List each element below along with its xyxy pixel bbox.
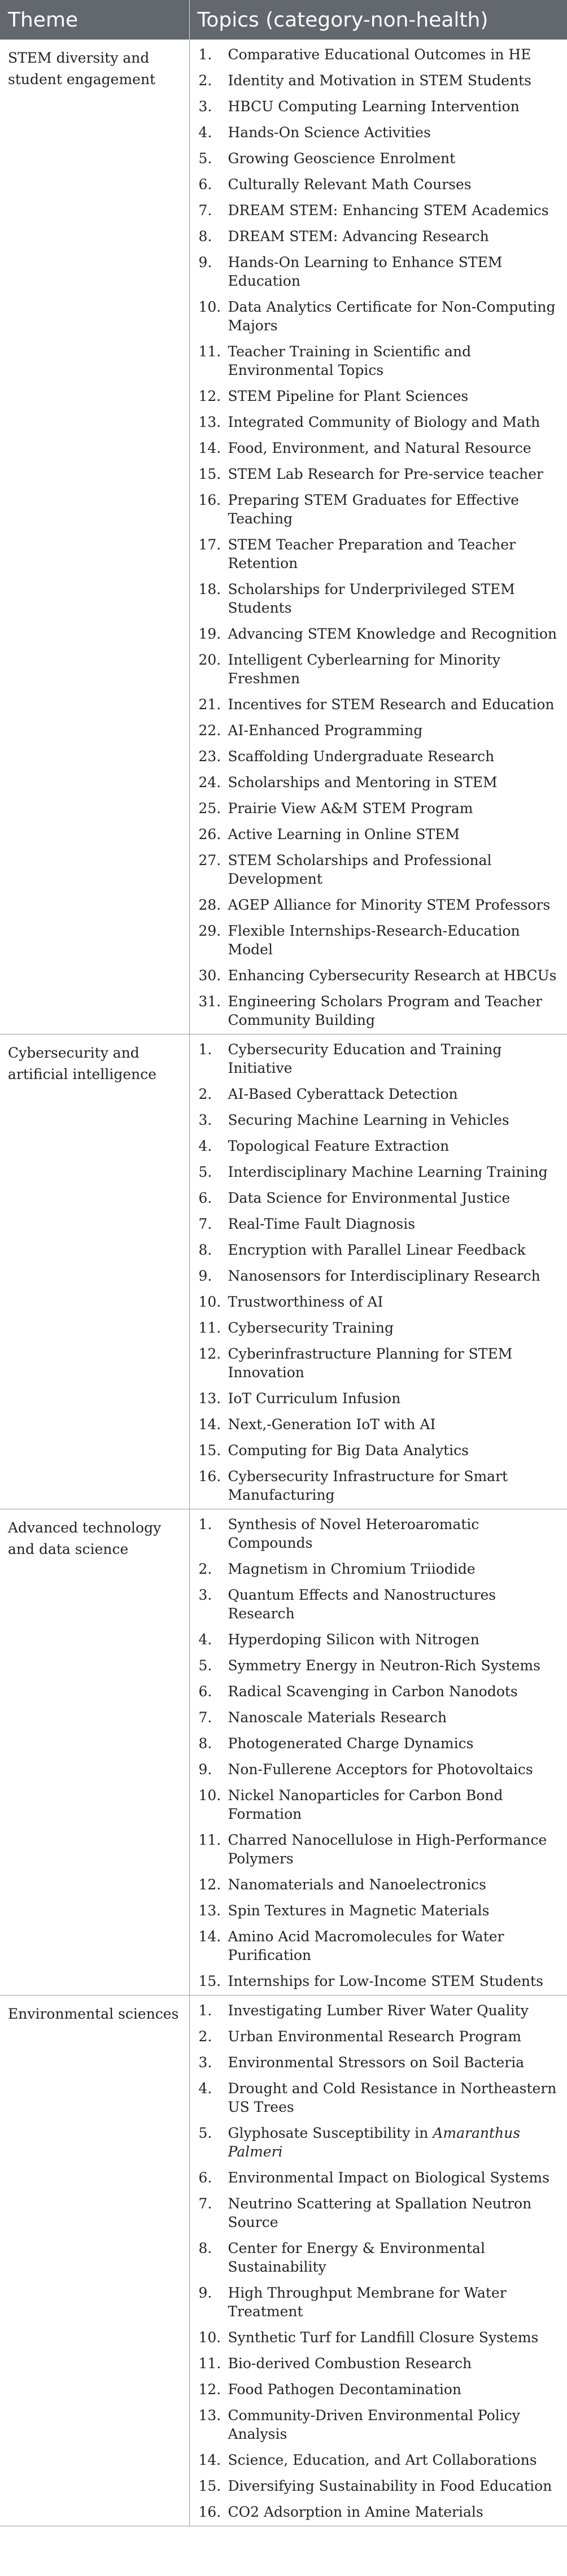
theme-cell: Advanced technology and data science <box>0 1509 189 1996</box>
topic-item <box>199 97 560 116</box>
topic-number: 2. <box>198 1561 212 1577</box>
topic-text: Prairie View A&M STEM Program <box>228 800 473 817</box>
topic-text: Interdisciplinary Machine Learning Training <box>228 1164 548 1180</box>
topic-item <box>199 1972 560 1990</box>
topic-number: 21. <box>198 696 221 713</box>
topic-number: 7. <box>198 2195 212 2212</box>
topic-text: Neutrino Scattering at Spallation Neutron Source <box>228 2195 532 2230</box>
topic-item <box>199 149 560 168</box>
topic-item <box>199 721 560 740</box>
topic-number: 7. <box>198 202 212 219</box>
topic-text: Scholarships and Mentoring in STEM <box>228 774 498 791</box>
topic-number: 20. <box>198 652 221 668</box>
topic-list <box>199 2001 560 2521</box>
topic-number: 31. <box>198 993 221 1010</box>
topics-cell <box>189 1996 567 2526</box>
topic-item <box>199 825 560 844</box>
topic-text: Enhancing Cybersecurity Research at HBCUs <box>228 967 557 984</box>
topic-number: 16. <box>198 2504 221 2520</box>
topic-item <box>199 1586 560 1623</box>
topic-text: DREAM STEM: Enhancing STEM Academics <box>228 202 549 219</box>
topic-text: Cybersecurity Training <box>228 1320 394 1336</box>
theme-cell: Cybersecurity and artificial intelligence <box>0 1034 189 1509</box>
topic-number: 5. <box>198 1657 212 1674</box>
topic-number: 12. <box>198 2381 221 2398</box>
topic-item <box>199 2027 560 2046</box>
topic-text: CO2 Adsorption in Amine Materials <box>228 2504 483 2520</box>
topic-number: 2. <box>198 2028 212 2045</box>
topic-text: Comparative Educational Outcomes in HE <box>228 46 531 63</box>
topic-text: Photogenerated Charge Dynamics <box>228 1735 474 1752</box>
topic-text: Nickel Nanoparticles for Carbon Bond Formation <box>228 1787 503 1822</box>
topic-number: 11. <box>198 2355 221 2372</box>
topic-text: Synthetic Turf for Landfill Closure Systems <box>228 2329 539 2346</box>
topic-text: Data Science for Environmental Justice <box>228 1190 511 1206</box>
topic-text: Preparing STEM Graduates for Effective Teaching <box>228 492 519 527</box>
topic-text: Topological Feature Extraction <box>228 1138 450 1154</box>
topic-number: 1. <box>198 2002 212 2019</box>
topic-list <box>199 1040 560 1504</box>
topic-text: Growing Geoscience Enrolment <box>228 150 456 167</box>
topics-cell <box>189 40 567 1034</box>
topic-item <box>199 253 560 290</box>
theme-row <box>0 40 567 1034</box>
topic-number: 4. <box>198 2080 212 2097</box>
topic-number: 11. <box>198 343 221 360</box>
topic-number: 2. <box>198 1086 212 1102</box>
topic-item <box>199 1708 560 1727</box>
topic-list <box>199 45 560 1029</box>
topic-item <box>199 896 560 914</box>
topic-number: 12. <box>198 1876 221 1893</box>
topic-item <box>199 1441 560 1460</box>
topic-text: Cybersecurity Infrastructure for Smart Manufacturing <box>228 1468 508 1503</box>
theme-row <box>0 1996 567 2526</box>
topic-item <box>199 71 560 90</box>
topic-text: Securing Machine Learning in Vehicles <box>228 1112 509 1128</box>
topic-item <box>199 2451 560 2469</box>
topic-text: Community-Driven Environmental Policy Analysis <box>228 2407 520 2442</box>
topic-number: 30. <box>198 967 221 984</box>
theme-cell: Environmental sciences <box>0 1996 189 2526</box>
topic-item <box>199 2406 560 2443</box>
topic-number: 17. <box>198 536 221 553</box>
topic-text: Flexible Internships-Research-Education Model <box>228 923 520 958</box>
topic-item <box>199 625 560 643</box>
topic-item <box>199 1085 560 1103</box>
topic-item <box>199 799 560 818</box>
topic-item <box>199 201 560 220</box>
topic-number: 3. <box>198 1112 212 1128</box>
topic-list <box>199 1515 560 1990</box>
topic-number: 8. <box>198 1735 212 1752</box>
topic-item <box>199 413 560 431</box>
topic-text: STEM Pipeline for Plant Sciences <box>228 388 469 404</box>
topic-item <box>199 387 560 405</box>
topic-number: 14. <box>198 1416 221 1433</box>
topic-number: 9. <box>198 1268 212 1284</box>
topic-number: 5. <box>198 150 212 167</box>
topic-item <box>199 1656 560 1675</box>
topic-item <box>199 175 560 194</box>
topic-item <box>199 439 560 457</box>
topic-text: Data Analytics Certificate for Non-Computing Majors <box>228 299 556 334</box>
topic-number: 27. <box>198 852 221 868</box>
topic-number: 6. <box>198 1683 212 1700</box>
topic-item <box>199 2503 560 2521</box>
topic-text: Integrated Community of Biology and Math <box>228 414 540 430</box>
topic-item <box>199 1901 560 1920</box>
topic-text: Active Learning in Online STEM <box>228 826 460 842</box>
topic-item <box>199 1241 560 1259</box>
topic-item <box>199 1630 560 1649</box>
topic-item <box>199 992 560 1029</box>
topic-text: Food, Environment, and Natural Resource <box>228 440 531 456</box>
topic-number: 26. <box>198 826 221 842</box>
topic-text: Nanoscale Materials Research <box>228 1709 447 1726</box>
topic-text: Nanosensors for Interdisciplinary Research <box>228 1268 540 1284</box>
topic-item <box>199 45 560 64</box>
topic-number: 15. <box>198 1973 221 1989</box>
topic-text: Advancing STEM Knowledge and Recognition <box>228 626 557 642</box>
topic-number: 23. <box>198 748 221 765</box>
topic-item <box>199 966 560 985</box>
theme-cell: STEM diversity and student engagement <box>0 40 189 1034</box>
species-name: Amaranthus Palmeri <box>228 2125 521 2160</box>
topic-text: Identity and Motivation in STEM Students <box>228 72 531 89</box>
topic-item <box>199 1831 560 1868</box>
theme-column-header: Theme <box>0 0 189 40</box>
topic-item <box>199 1040 560 1077</box>
topic-text: Next,-Generation IoT with AI <box>228 1416 436 1433</box>
topic-item <box>199 2001 560 2020</box>
topic-item <box>199 1515 560 1552</box>
topic-number: 8. <box>198 1242 212 1258</box>
topic-number: 10. <box>198 299 221 315</box>
topic-item <box>199 580 560 617</box>
topic-number: 13. <box>198 1390 221 1407</box>
topic-item <box>199 2354 560 2373</box>
topic-number: 18. <box>198 581 221 597</box>
topic-item <box>199 1215 560 1233</box>
topic-text: STEM Lab Research for Pre-service teacher <box>228 466 543 482</box>
topic-text: DREAM STEM: Advancing Research <box>228 228 489 244</box>
topic-number: 16. <box>198 1468 221 1485</box>
theme-row <box>0 1034 567 1509</box>
topic-item <box>199 1163 560 1181</box>
topic-number: 6. <box>198 2169 212 2186</box>
topic-number: 11. <box>198 1320 221 1336</box>
topic-number: 14. <box>198 2452 221 2468</box>
topic-number: 6. <box>198 176 212 193</box>
topic-text: Trustworthiness of AI <box>228 1294 383 1310</box>
topic-text: Spin Textures in Magnetic Materials <box>228 1902 490 1919</box>
topic-text: Hands-On Learning to Enhance STEM Education <box>228 254 503 289</box>
topic-item <box>199 1267 560 1285</box>
topics-column-header: Topics (category-non-health) <box>189 0 567 40</box>
topic-item <box>199 1682 560 1701</box>
topic-text: HBCU Computing Learning Intervention <box>228 98 520 115</box>
topic-item <box>199 1293 560 1311</box>
topic-text: Bio-derived Combustion Research <box>228 2355 472 2372</box>
topic-number: 4. <box>198 124 212 141</box>
topic-text: Teacher Training in Scientific and Environmental Topics <box>228 343 472 378</box>
topic-text: Computing for Big Data Analytics <box>228 1442 469 1459</box>
topic-number: 1. <box>198 46 212 63</box>
header-row <box>0 0 567 40</box>
topic-number: 15. <box>198 1442 221 1459</box>
topic-number: 19. <box>198 626 221 642</box>
topic-text: Scholarships for Underprivileged STEM Students <box>228 581 515 616</box>
topic-item <box>199 1137 560 1155</box>
topic-text: Food Pathogen Decontamination <box>228 2381 462 2398</box>
topic-text: Engineering Scholars Program and Teacher Community Building <box>228 993 543 1028</box>
topic-text: Magnetism in Chromium Triiodide <box>228 1561 476 1577</box>
topic-number: 13. <box>198 1902 221 1919</box>
topic-text: High Throughput Membrane for Water Treatment <box>228 2285 507 2320</box>
topics-cell <box>189 1509 567 1996</box>
topic-item <box>199 2079 560 2116</box>
topic-text: Incentives for STEM Research and Education <box>228 696 555 713</box>
topic-item <box>199 1734 560 1753</box>
topic-number: 11. <box>198 1832 221 1848</box>
topic-item <box>199 2239 560 2276</box>
topic-number: 12. <box>198 1346 221 1362</box>
topic-number: 1. <box>198 1041 212 1058</box>
topic-text: Diversifying Sustainability in Food Education <box>228 2478 552 2494</box>
topic-text: Quantum Effects and Nanostructures Research <box>228 1587 496 1622</box>
topic-text: Cyberinfrastructure Planning for STEM Innovation <box>228 1346 513 1381</box>
topic-item <box>199 491 560 528</box>
topic-text: STEM Scholarships and Professional Development <box>228 852 492 887</box>
topic-item <box>199 465 560 483</box>
topic-item <box>199 2194 560 2232</box>
topic-number: 4. <box>198 1138 212 1154</box>
topic-text: Symmetry Energy in Neutron-Rich Systems <box>228 1657 540 1674</box>
topic-item <box>199 1760 560 1779</box>
topic-text: AI-Based Cyberattack Detection <box>228 1086 458 1102</box>
topic-item <box>199 695 560 714</box>
topic-item <box>199 2053 560 2072</box>
topic-number: 10. <box>198 1787 221 1804</box>
topic-text: Science, Education, and Art Collaborations <box>228 2452 537 2468</box>
topic-number: 12. <box>198 388 221 404</box>
topic-text: Charred Nanocellulose in High-Performance Polymers <box>228 1832 547 1867</box>
topic-text: Internships for Low-Income STEM Students <box>228 1973 543 1989</box>
topic-item <box>199 2284 560 2321</box>
topic-text: Center for Energy & Environmental Sustainability <box>228 2240 485 2275</box>
topic-number: 24. <box>198 774 221 791</box>
topic-number: 22. <box>198 722 221 739</box>
topic-number: 9. <box>198 2285 212 2301</box>
topic-item <box>199 1560 560 1578</box>
topic-item <box>199 2124 560 2161</box>
topic-text: Synthesis of Novel Heteroaromatic Compounds <box>228 1516 479 1551</box>
theme-row <box>0 1509 567 1996</box>
topic-item <box>199 2477 560 2495</box>
topic-item <box>199 1344 560 1382</box>
topic-text: AI-Enhanced Programming <box>228 722 423 739</box>
topic-number: 8. <box>198 2240 212 2256</box>
topic-text: Culturally Relevant Math Courses <box>228 176 472 193</box>
topic-item <box>199 535 560 573</box>
topic-number: 28. <box>198 897 221 913</box>
topic-item <box>199 2328 560 2347</box>
topic-item <box>199 2168 560 2187</box>
topic-number: 9. <box>198 254 212 270</box>
topic-number: 3. <box>198 1587 212 1603</box>
topic-text: Urban Environmental Research Program <box>228 2028 522 2045</box>
topic-number: 6. <box>198 1190 212 1206</box>
topic-text: Intelligent Cyberlearning for Minority Freshmen <box>228 652 501 687</box>
topic-number: 15. <box>198 2478 221 2494</box>
topic-text: IoT Curriculum Infusion <box>228 1390 401 1407</box>
topic-item <box>199 1415 560 1434</box>
topic-text: Investigating Lumber River Water Quality <box>228 2002 529 2019</box>
topic-text: Amino Acid Macromolecules for Water Purification <box>228 1928 504 1963</box>
topic-number: 1. <box>198 1516 212 1532</box>
topic-number: 3. <box>198 2054 212 2071</box>
topic-item <box>199 747 560 766</box>
topic-text: Glyphosate Susceptibility in Amaranthus Palmeri <box>228 2125 521 2160</box>
topic-number: 5. <box>198 2125 212 2141</box>
topic-number: 29. <box>198 923 221 939</box>
topic-item <box>199 1875 560 1894</box>
topic-number: 14. <box>198 440 221 456</box>
topic-text: Real-Time Fault Diagnosis <box>228 1216 416 1232</box>
topic-item <box>199 342 560 379</box>
topic-text: Hyperdoping Silicon with Nitrogen <box>228 1631 479 1648</box>
topics-cell <box>189 1034 567 1509</box>
topic-number: 10. <box>198 1294 221 1310</box>
topic-item <box>199 123 560 142</box>
topic-item <box>199 922 560 959</box>
topic-text: Environmental Impact on Biological Systems <box>228 2169 549 2186</box>
topic-item <box>199 1389 560 1408</box>
topic-text: Nanomaterials and Nanoelectronics <box>228 1876 486 1893</box>
topic-number: 25. <box>198 800 221 817</box>
topic-text: Drought and Cold Resistance in Northeastern US Trees <box>228 2080 557 2115</box>
topic-number: 10. <box>198 2329 221 2346</box>
topic-number: 4. <box>198 1631 212 1648</box>
topic-item <box>199 851 560 888</box>
topic-text: Radical Scavenging in Carbon Nanodots <box>228 1683 518 1700</box>
topic-text: AGEP Alliance for Minority STEM Professors <box>228 897 551 913</box>
topic-text: Hands-On Science Activities <box>228 124 431 141</box>
topic-item <box>199 1111 560 1129</box>
topic-text: Encryption with Parallel Linear Feedback <box>228 1242 526 1258</box>
topic-item <box>199 773 560 792</box>
topic-number: 7. <box>198 1216 212 1232</box>
topic-item <box>199 1189 560 1207</box>
topic-number: 3. <box>198 98 212 115</box>
topic-text: Cybersecurity Education and Training Initiative <box>228 1041 502 1076</box>
topic-number: 5. <box>198 1164 212 1180</box>
topic-item <box>199 227 560 246</box>
topic-item <box>199 1786 560 1823</box>
topic-number: 13. <box>198 2407 221 2424</box>
topic-item <box>199 1318 560 1337</box>
topic-number: 7. <box>198 1709 212 1726</box>
topic-item <box>199 2380 560 2399</box>
topic-text: Environmental Stressors on Soil Bacteria <box>228 2054 525 2071</box>
topic-number: 8. <box>198 228 212 244</box>
topic-number: 14. <box>198 1928 221 1945</box>
topic-number: 2. <box>198 72 212 89</box>
topic-item <box>199 1467 560 1504</box>
topic-text: STEM Teacher Preparation and Teacher Retention <box>228 536 516 571</box>
topic-text: Scaffolding Undergraduate Research <box>228 748 495 765</box>
topic-number: 15. <box>198 466 221 482</box>
topic-item <box>199 298 560 335</box>
topic-text: Non-Fullerene Acceptors for Photovoltaics <box>228 1761 533 1778</box>
topic-number: 9. <box>198 1761 212 1778</box>
topic-item <box>199 1927 560 1964</box>
topic-number: 13. <box>198 414 221 430</box>
topic-item <box>199 650 560 688</box>
topic-number: 16. <box>198 492 221 508</box>
